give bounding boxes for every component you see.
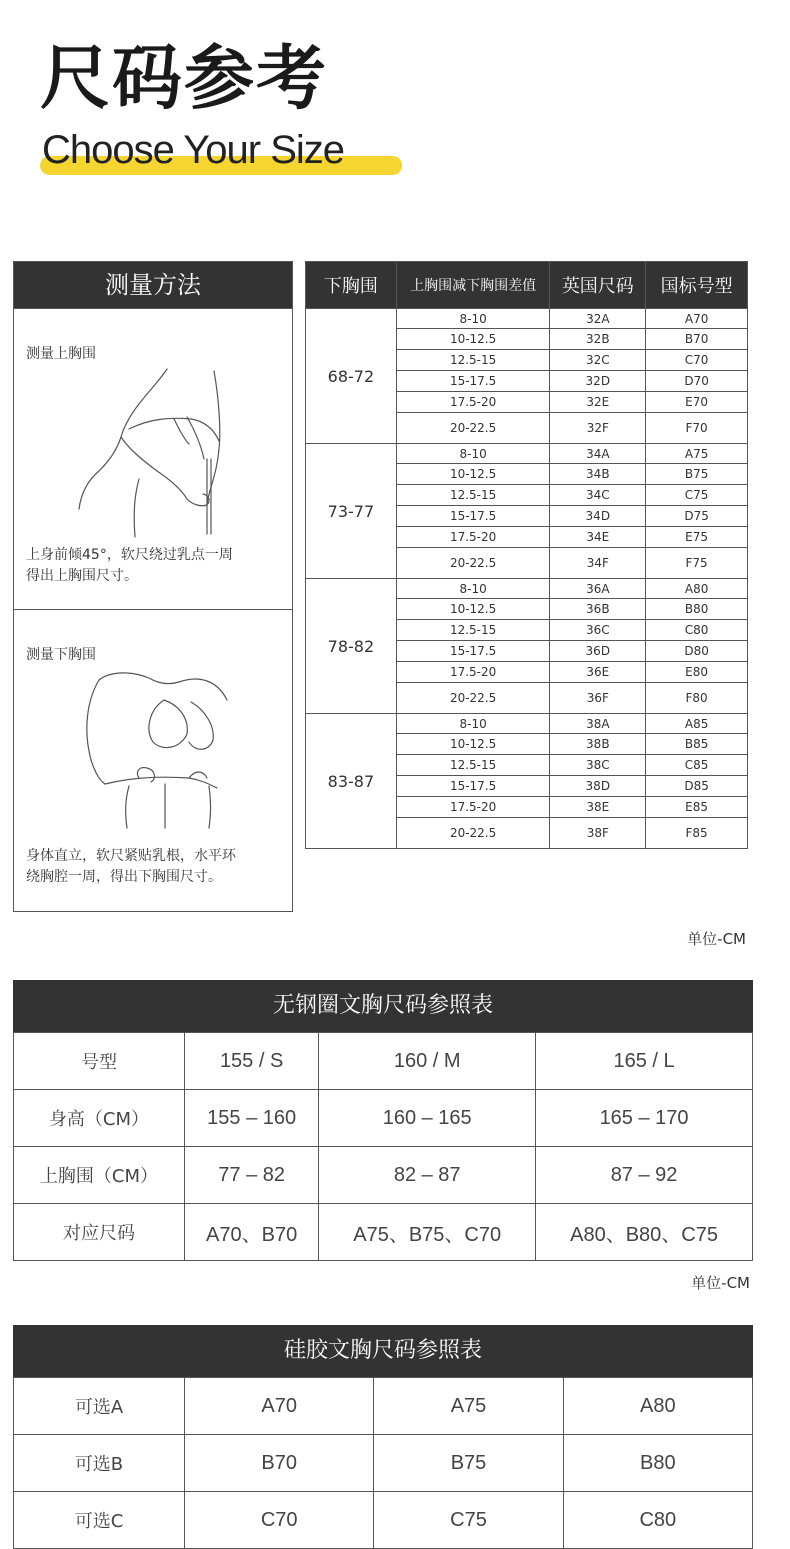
cn-size-cell: E80: [646, 662, 748, 683]
difference-cell: 12.5-15: [396, 620, 550, 641]
cn-size-cell: F80: [646, 683, 748, 714]
difference-cell: 8-10: [396, 309, 550, 329]
difference-cell: 10-12.5: [396, 599, 550, 620]
uk-size-cell: 38F: [550, 818, 646, 849]
uk-size-cell: 34A: [550, 444, 646, 464]
uk-size-cell: 34D: [550, 506, 646, 527]
measure-lower-desc-1: 身体直立，软尺紧贴乳根，水平环: [26, 848, 236, 864]
difference-cell: 10-12.5: [396, 329, 550, 350]
uk-size-cell: 38C: [550, 755, 646, 776]
uk-size-cell: 32C: [550, 350, 646, 371]
difference-cell: 8-10: [396, 444, 550, 464]
cn-size-cell: E85: [646, 797, 748, 818]
row-header: 号型: [14, 1033, 185, 1090]
table-cell: C80: [563, 1492, 752, 1549]
uk-size-cell: 36A: [550, 579, 646, 599]
table-cell: A75、B75、C70: [319, 1204, 536, 1261]
size-table: [305, 261, 748, 849]
table-cell: B70: [185, 1435, 374, 1492]
difference-cell: 10-12.5: [396, 734, 550, 755]
table-cell: A70: [185, 1378, 374, 1435]
difference-cell: 17.5-20: [396, 662, 550, 683]
uk-size-cell: 34B: [550, 464, 646, 485]
row-header: 可选C: [14, 1492, 185, 1549]
measure-heading: 测量方法: [14, 262, 292, 308]
cn-size-cell: A85: [646, 714, 748, 734]
row-header: 可选B: [14, 1435, 185, 1492]
cn-size-cell: A75: [646, 444, 748, 464]
silicone-row: [14, 1378, 753, 1435]
wireless-row: [14, 1090, 753, 1147]
silicone-table-title: 硅胶文胸尺码参照表: [13, 1325, 753, 1377]
measure-lower-cell: [14, 609, 292, 910]
cn-size-cell: E70: [646, 392, 748, 413]
uk-size-cell: 32E: [550, 392, 646, 413]
uk-size-cell: 36D: [550, 641, 646, 662]
measure-upper-cell: [14, 308, 292, 609]
unit-label-2: 单位-CM: [691, 1274, 750, 1292]
under-bust-range: 68-72: [306, 309, 397, 444]
cn-size-cell: C80: [646, 620, 748, 641]
table-cell: 155 – 160: [185, 1090, 319, 1147]
size-table-body: [306, 309, 748, 849]
cn-size-cell: E75: [646, 527, 748, 548]
wireless-row: [14, 1033, 753, 1090]
row-header: 可选A: [14, 1378, 185, 1435]
table-cell: 165 – 170: [536, 1090, 753, 1147]
measure-upper-label: 测量上胸围: [26, 346, 96, 362]
uk-size-cell: 38E: [550, 797, 646, 818]
silicone-table-body: [14, 1378, 753, 1549]
table-cell: C75: [374, 1492, 563, 1549]
cn-size-cell: D85: [646, 776, 748, 797]
uk-size-cell: 38D: [550, 776, 646, 797]
table-cell: A75: [374, 1378, 563, 1435]
silicone-table: [13, 1325, 753, 1549]
cn-size-cell: A70: [646, 309, 748, 329]
difference-cell: 12.5-15: [396, 755, 550, 776]
cn-size-cell: D70: [646, 371, 748, 392]
cn-size-cell: A80: [646, 579, 748, 599]
table-cell: 155 / S: [185, 1033, 319, 1090]
measure-panel: [13, 261, 293, 912]
cn-size-cell: B80: [646, 599, 748, 620]
difference-cell: 8-10: [396, 714, 550, 734]
table-cell: A80: [563, 1378, 752, 1435]
cn-size-cell: C70: [646, 350, 748, 371]
col-difference: 上胸围减下胸围差值: [396, 262, 550, 309]
under-bust-range: 83-87: [306, 714, 397, 849]
cn-size-cell: F75: [646, 548, 748, 579]
table-cell: 165 / L: [536, 1033, 753, 1090]
uk-size-cell: 32F: [550, 413, 646, 444]
silicone-row: [14, 1492, 753, 1549]
under-bust-sketch: [69, 660, 239, 830]
uk-size-cell: 36B: [550, 599, 646, 620]
table-cell: 77 – 82: [185, 1147, 319, 1204]
cn-size-cell: F70: [646, 413, 748, 444]
uk-size-cell: 34F: [550, 548, 646, 579]
wireless-table-title: 无钢圈文胸尺码参照表: [13, 980, 753, 1032]
row-header: 身高（CM）: [14, 1090, 185, 1147]
uk-size-cell: 36F: [550, 683, 646, 714]
difference-cell: 8-10: [396, 579, 550, 599]
uk-size-cell: 38A: [550, 714, 646, 734]
difference-cell: 17.5-20: [396, 797, 550, 818]
size-row: [306, 444, 748, 464]
cn-size-cell: B75: [646, 464, 748, 485]
table-cell: C70: [185, 1492, 374, 1549]
page-subtitle: Choose Your Size: [42, 128, 345, 172]
uk-size-cell: 34E: [550, 527, 646, 548]
difference-cell: 20-22.5: [396, 548, 550, 579]
difference-cell: 17.5-20: [396, 527, 550, 548]
table-cell: B80: [563, 1435, 752, 1492]
uk-size-cell: 36C: [550, 620, 646, 641]
wireless-table: [13, 980, 753, 1261]
under-bust-range: 78-82: [306, 579, 397, 714]
cn-size-cell: F85: [646, 818, 748, 849]
difference-cell: 15-17.5: [396, 506, 550, 527]
table-cell: A80、B80、C75: [536, 1204, 753, 1261]
table-cell: B75: [374, 1435, 563, 1492]
cn-size-cell: D75: [646, 506, 748, 527]
measure-lower-label: 测量下胸围: [26, 647, 96, 663]
uk-size-cell: 32D: [550, 371, 646, 392]
cn-size-cell: D80: [646, 641, 748, 662]
unit-label: 单位-CM: [687, 930, 746, 948]
uk-size-cell: 38B: [550, 734, 646, 755]
difference-cell: 15-17.5: [396, 641, 550, 662]
measure-upper-desc-2: 得出上胸围尺寸。: [26, 568, 138, 584]
col-under-bust: 下胸围: [306, 262, 397, 309]
page-title: 尺码参考: [40, 37, 328, 119]
row-header: 上胸围（CM）: [14, 1147, 185, 1204]
difference-cell: 10-12.5: [396, 464, 550, 485]
table-cell: 160 / M: [319, 1033, 536, 1090]
difference-cell: 20-22.5: [396, 413, 550, 444]
wireless-table-body: [14, 1033, 753, 1261]
size-row: [306, 309, 748, 329]
difference-cell: 12.5-15: [396, 485, 550, 506]
size-row: [306, 714, 748, 734]
difference-cell: 12.5-15: [396, 350, 550, 371]
difference-cell: 20-22.5: [396, 683, 550, 714]
row-header: 对应尺码: [14, 1204, 185, 1261]
uk-size-cell: 36E: [550, 662, 646, 683]
difference-cell: 15-17.5: [396, 776, 550, 797]
col-cn-size: 国标号型: [646, 262, 748, 309]
difference-cell: 17.5-20: [396, 392, 550, 413]
silicone-row: [14, 1435, 753, 1492]
measure-lower-desc-2: 绕胸腔一周，得出下胸围尺寸。: [26, 869, 222, 885]
table-cell: 82 – 87: [319, 1147, 536, 1204]
difference-cell: 20-22.5: [396, 818, 550, 849]
cn-size-cell: C75: [646, 485, 748, 506]
wireless-row: [14, 1147, 753, 1204]
table-cell: 87 – 92: [536, 1147, 753, 1204]
uk-size-cell: 32A: [550, 309, 646, 329]
uk-size-cell: 34C: [550, 485, 646, 506]
cn-size-cell: B70: [646, 329, 748, 350]
wireless-row: [14, 1204, 753, 1261]
col-uk-size: 英国尺码: [550, 262, 646, 309]
cn-size-cell: C85: [646, 755, 748, 776]
table-cell: 160 – 165: [319, 1090, 536, 1147]
cn-size-cell: B85: [646, 734, 748, 755]
under-bust-range: 73-77: [306, 444, 397, 579]
measure-upper-desc-1: 上身前倾45°，软尺绕过乳点一周: [26, 547, 233, 563]
size-row: [306, 579, 748, 599]
table-cell: A70、B70: [185, 1204, 319, 1261]
uk-size-cell: 32B: [550, 329, 646, 350]
subtitle-block: [38, 124, 408, 184]
upper-bust-sketch: [69, 359, 239, 539]
difference-cell: 15-17.5: [396, 371, 550, 392]
